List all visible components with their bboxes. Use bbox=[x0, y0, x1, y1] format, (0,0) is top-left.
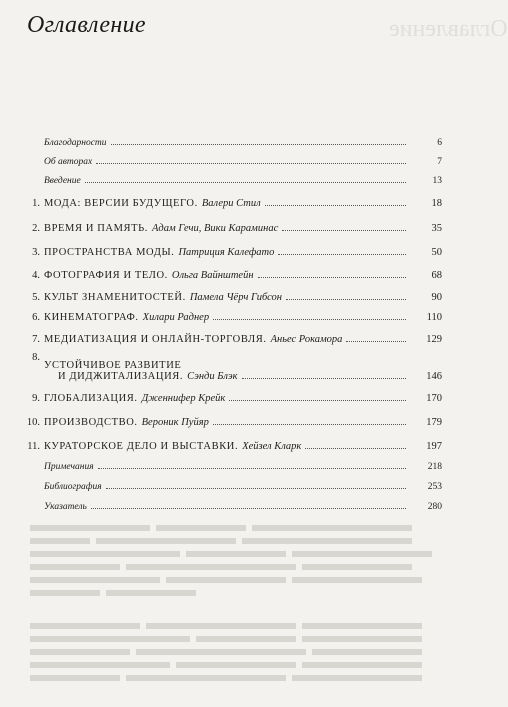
toc-entry-introduction[interactable] bbox=[0, 172, 480, 186]
chapter-number: 11. bbox=[27, 441, 40, 452]
toc-chapter-5[interactable] bbox=[0, 287, 480, 303]
toc-entry-index[interactable] bbox=[0, 498, 480, 512]
toc-entry-title: Примечания bbox=[44, 462, 94, 472]
toc-page-number: 6 bbox=[437, 138, 442, 148]
chapter-author: Патриция Калефато bbox=[178, 247, 275, 258]
chapter-title-line-1: УСТОЙЧИВОЕ РАЗВИТИЕ bbox=[44, 360, 182, 371]
toc-chapter-4[interactable] bbox=[0, 265, 480, 281]
toc-chapter-7[interactable] bbox=[0, 329, 480, 345]
toc-chapter-6[interactable] bbox=[0, 307, 480, 323]
toc-entry-bibliography[interactable] bbox=[0, 478, 480, 492]
chapter-author: Валери Стил bbox=[201, 198, 261, 209]
leader-dots bbox=[242, 378, 406, 379]
toc-page-number: 7 bbox=[437, 157, 442, 167]
leader-dots bbox=[96, 163, 406, 164]
page-title: Оглавление bbox=[27, 12, 146, 38]
toc-entry-about-authors[interactable] bbox=[0, 153, 480, 167]
toc-chapter-10[interactable] bbox=[0, 412, 480, 428]
chapter-title: ГЛОБАЛИЗАЦИЯ. bbox=[44, 393, 138, 404]
toc-page-number: 50 bbox=[431, 247, 442, 258]
chapter-author: Сэнди Блэк bbox=[187, 371, 238, 382]
leader-dots bbox=[229, 400, 406, 401]
chapter-number: 4. bbox=[32, 270, 40, 281]
chapter-number: 5. bbox=[32, 292, 40, 303]
toc-page-number: 253 bbox=[427, 482, 442, 492]
chapter-author: Памела Чёрч Гибсон bbox=[189, 292, 282, 303]
chapter-title: ВРЕМЯ И ПАМЯТЬ. bbox=[44, 223, 149, 234]
leader-dots bbox=[346, 341, 406, 342]
chapter-number: 1. bbox=[32, 198, 40, 209]
leader-dots bbox=[278, 254, 406, 255]
chapter-title: И ДИДЖИТАЛИЗАЦИЯ. bbox=[58, 371, 184, 382]
chapter-author: Аньес Рокамора bbox=[270, 334, 343, 345]
chapter-author: Дженнифер Крейк bbox=[141, 393, 226, 404]
toc-entry-title: Указатель bbox=[44, 502, 87, 512]
chapter-title: МЕДИАТИЗАЦИЯ И ОНЛАЙН-ТОРГОВЛЯ. bbox=[44, 334, 267, 345]
leader-dots bbox=[305, 448, 406, 449]
toc-entry-title: Благодарности bbox=[44, 138, 107, 148]
leader-dots bbox=[265, 205, 406, 206]
chapter-number: 9. bbox=[32, 393, 40, 404]
leader-dots bbox=[258, 277, 406, 278]
bleed-through-text bbox=[30, 522, 450, 702]
toc-page-number: 197 bbox=[426, 441, 442, 452]
chapter-author: Ольга Вайнштейн bbox=[171, 270, 254, 281]
chapter-title: КУРАТОРСКОЕ ДЕЛО И ВЫСТАВКИ. bbox=[44, 441, 239, 452]
leader-dots bbox=[282, 230, 406, 231]
leader-dots bbox=[213, 319, 406, 320]
chapter-number: 7. bbox=[32, 334, 40, 345]
toc-page-number: 129 bbox=[426, 334, 442, 345]
toc-page-number: 90 bbox=[431, 292, 442, 303]
toc-page-number: 68 bbox=[431, 270, 442, 281]
toc-entry-acknowledgements[interactable] bbox=[0, 134, 480, 148]
toc-entry-title: Об авторах bbox=[44, 157, 93, 167]
chapter-title: КИНЕМАТОГРАФ. bbox=[44, 312, 139, 323]
toc-page-number: 218 bbox=[427, 462, 442, 472]
toc-page-number: 280 bbox=[427, 502, 442, 512]
toc-page-number: 170 bbox=[426, 393, 442, 404]
chapter-number: 6. bbox=[32, 312, 40, 323]
leader-dots bbox=[111, 144, 406, 145]
leader-dots bbox=[98, 468, 406, 469]
toc-chapter-2[interactable] bbox=[0, 218, 480, 234]
toc-page-number: 179 bbox=[426, 417, 442, 428]
toc-chapter-8[interactable] bbox=[0, 352, 480, 382]
toc-entry-title: Библиография bbox=[44, 482, 102, 492]
toc-page-number: 13 bbox=[432, 176, 442, 186]
toc-page-number: 35 bbox=[431, 223, 442, 234]
bleed-through-title: Оглавление bbox=[389, 16, 508, 42]
chapter-title: ПРОИЗВОДСТВО. bbox=[44, 417, 138, 428]
toc-page-number: 110 bbox=[426, 312, 442, 323]
chapter-author: Хилари Раднер bbox=[142, 312, 210, 323]
toc-entry-notes[interactable] bbox=[0, 458, 480, 472]
chapter-author: Адам Гечи, Вики Караминас bbox=[152, 223, 279, 234]
chapter-number: 3. bbox=[32, 247, 40, 258]
leader-dots bbox=[91, 508, 406, 509]
chapter-author: Хейзел Кларк bbox=[242, 441, 302, 452]
chapter-number: 10. bbox=[26, 417, 40, 428]
chapter-number: 8. bbox=[32, 352, 40, 363]
toc-page-number: 18 bbox=[431, 198, 442, 209]
chapter-title: ПРОСТРАНСТВА МОДЫ. bbox=[44, 247, 175, 258]
toc-chapter-11[interactable] bbox=[0, 436, 480, 452]
leader-dots bbox=[106, 488, 406, 489]
chapter-title: КУЛЬТ ЗНАМЕНИТОСТЕЙ. bbox=[44, 292, 186, 303]
chapter-title: МОДА: ВЕРСИИ БУДУЩЕГО. bbox=[44, 198, 198, 209]
chapter-title: ФОТОГРАФИЯ И ТЕЛО. bbox=[44, 270, 168, 281]
toc-entry-title: Введение bbox=[44, 176, 81, 186]
toc-chapter-3[interactable] bbox=[0, 242, 480, 258]
leader-dots bbox=[85, 182, 406, 183]
chapter-author: Вероник Пуйяр bbox=[141, 417, 209, 428]
toc-page-number: 146 bbox=[426, 371, 442, 382]
chapter-number: 2. bbox=[32, 223, 40, 234]
toc-chapter-1[interactable] bbox=[0, 193, 480, 209]
leader-dots bbox=[286, 299, 406, 300]
toc-chapter-9[interactable] bbox=[0, 388, 480, 404]
leader-dots bbox=[213, 424, 406, 425]
